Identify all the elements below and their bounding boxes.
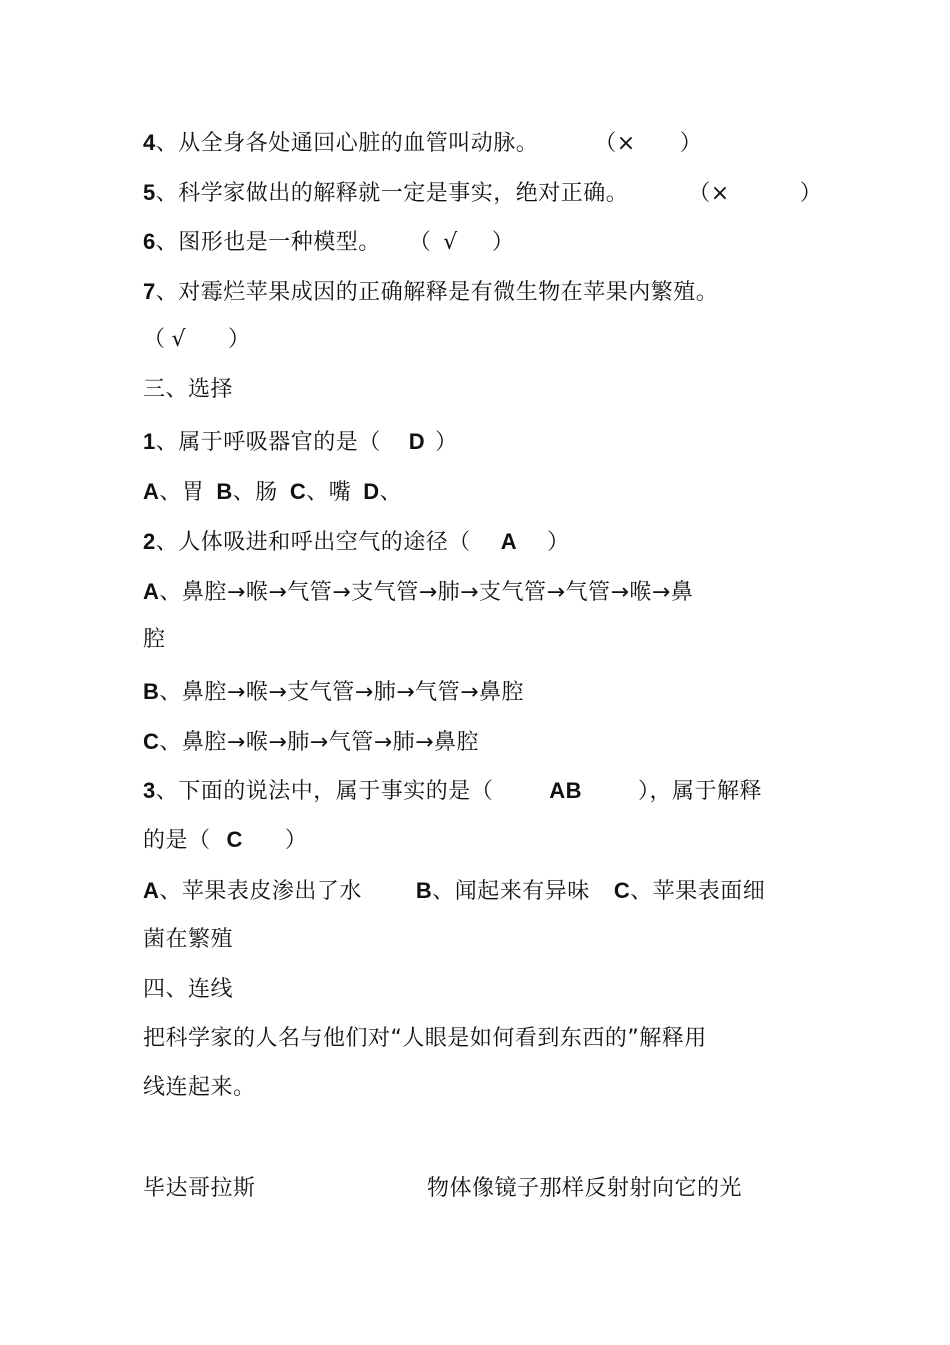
item-text: ），属于解释 [638, 779, 763, 804]
check-mark: √ [443, 230, 458, 255]
item-text: 、下面的说法中，属于事实的是（ [155, 779, 494, 804]
answer-close-paren: ） [228, 327, 251, 352]
choice-question-2 [143, 527, 570, 558]
answer-close-paren: ） [799, 181, 823, 206]
choice-options-1 [143, 477, 402, 508]
option-letter: B [216, 479, 233, 504]
item-number: 2 [143, 529, 156, 554]
answer-text: A [500, 529, 518, 554]
option-letter: B [143, 679, 160, 704]
choice-question-3-cont [143, 825, 307, 856]
answer-close-paren: ） [547, 530, 570, 555]
matching-right-item: 物体像镜子那样反射射向它的光 [427, 1176, 743, 1201]
check-mark: √ [171, 327, 187, 352]
option-letter: C [143, 729, 160, 754]
choice-option-2c [143, 727, 479, 758]
choice-options-3 [143, 876, 765, 907]
option-text: 、苹果表皮渗出了水 [159, 879, 362, 904]
choice-question-1 [143, 427, 458, 458]
choice-option-2a-cont: 腔 [143, 627, 166, 652]
option-text: 、苹果表面细 [630, 879, 766, 904]
item-number: 1 [143, 429, 156, 454]
option-letter: A [143, 479, 160, 504]
answer-close-paren: ） [435, 430, 458, 455]
judge-item-4 [143, 128, 702, 159]
answer-open-paren: （ [408, 230, 432, 255]
option-text: 、胃 [159, 480, 205, 505]
answer-close-paren: ） [491, 230, 515, 255]
choice-options-3-cont: 菌在繁殖 [143, 927, 234, 952]
answer-close-paren: ） [679, 131, 703, 156]
option-text: 、鼻腔→喉→气管→支气管→肺→支气管→气管→喉→鼻 [159, 580, 694, 605]
item-text: 、从全身各处通回心脏的血管叫动脉。 [155, 131, 539, 156]
option-text: 、 [379, 480, 403, 505]
answer-open-paren: （ [688, 181, 711, 206]
answer-text: AB [549, 778, 583, 803]
cross-mark: × [710, 181, 730, 206]
answer-open-paren: （ [143, 327, 166, 352]
section-heading-choice: 三、选择 [143, 377, 234, 402]
cross-mark: × [616, 131, 636, 156]
answer-open-paren: （ [594, 131, 617, 156]
item-text: 的是（ [143, 828, 211, 853]
item-text: 、对霉烂苹果成因的正确解释是有微生物在苹果内繁殖。 [155, 280, 719, 305]
option-text: 、嘴 [306, 480, 352, 505]
item-text: 、属于呼吸器官的是（ [155, 430, 381, 455]
item-text: 、科学家做出的解释就一定是事实，绝对正确。 [155, 181, 629, 206]
option-text: 、闻起来有异味 [432, 879, 590, 904]
matching-left-item: 毕达哥拉斯 [143, 1176, 256, 1201]
option-letter: D [363, 479, 380, 504]
item-number: 7 [143, 279, 156, 304]
choice-option-2a [143, 577, 693, 608]
item-text: 、图形也是一种模型。 [155, 230, 381, 255]
option-text: 、肠 [232, 480, 278, 505]
judge-item-5 [143, 178, 822, 209]
option-text: 、鼻腔→喉→支气管→肺→气管→鼻腔 [159, 680, 525, 705]
option-letter: B [415, 878, 433, 903]
item-number: 4 [143, 130, 156, 155]
answer-close-paren: ） [284, 828, 308, 853]
item-text: 、人体吸进和呼出空气的途径（ [155, 530, 471, 555]
option-letter: A [143, 579, 160, 604]
option-letter: C [289, 479, 307, 504]
option-letter: C [613, 878, 631, 903]
matching-instruction: 把科学家的人名与他们对“人眼是如何看到东西的”解释用 [143, 1026, 707, 1051]
option-text: 、鼻腔→喉→肺→气管→肺→鼻腔 [159, 730, 480, 755]
answer-text: C [226, 827, 243, 852]
judge-item-7 [143, 277, 718, 308]
section-heading-matching: 四、连线 [143, 977, 234, 1002]
item-number: 5 [143, 180, 156, 205]
choice-option-2b [143, 677, 524, 708]
option-letter: A [143, 878, 160, 903]
item-number: 6 [143, 229, 156, 254]
item-number: 3 [143, 778, 156, 803]
choice-question-3 [143, 776, 762, 807]
judge-item-6 [143, 227, 514, 258]
judge-item-7-answer [143, 325, 251, 355]
matching-instruction-cont: 线连起来。 [143, 1075, 256, 1100]
answer-text: D [408, 429, 426, 454]
